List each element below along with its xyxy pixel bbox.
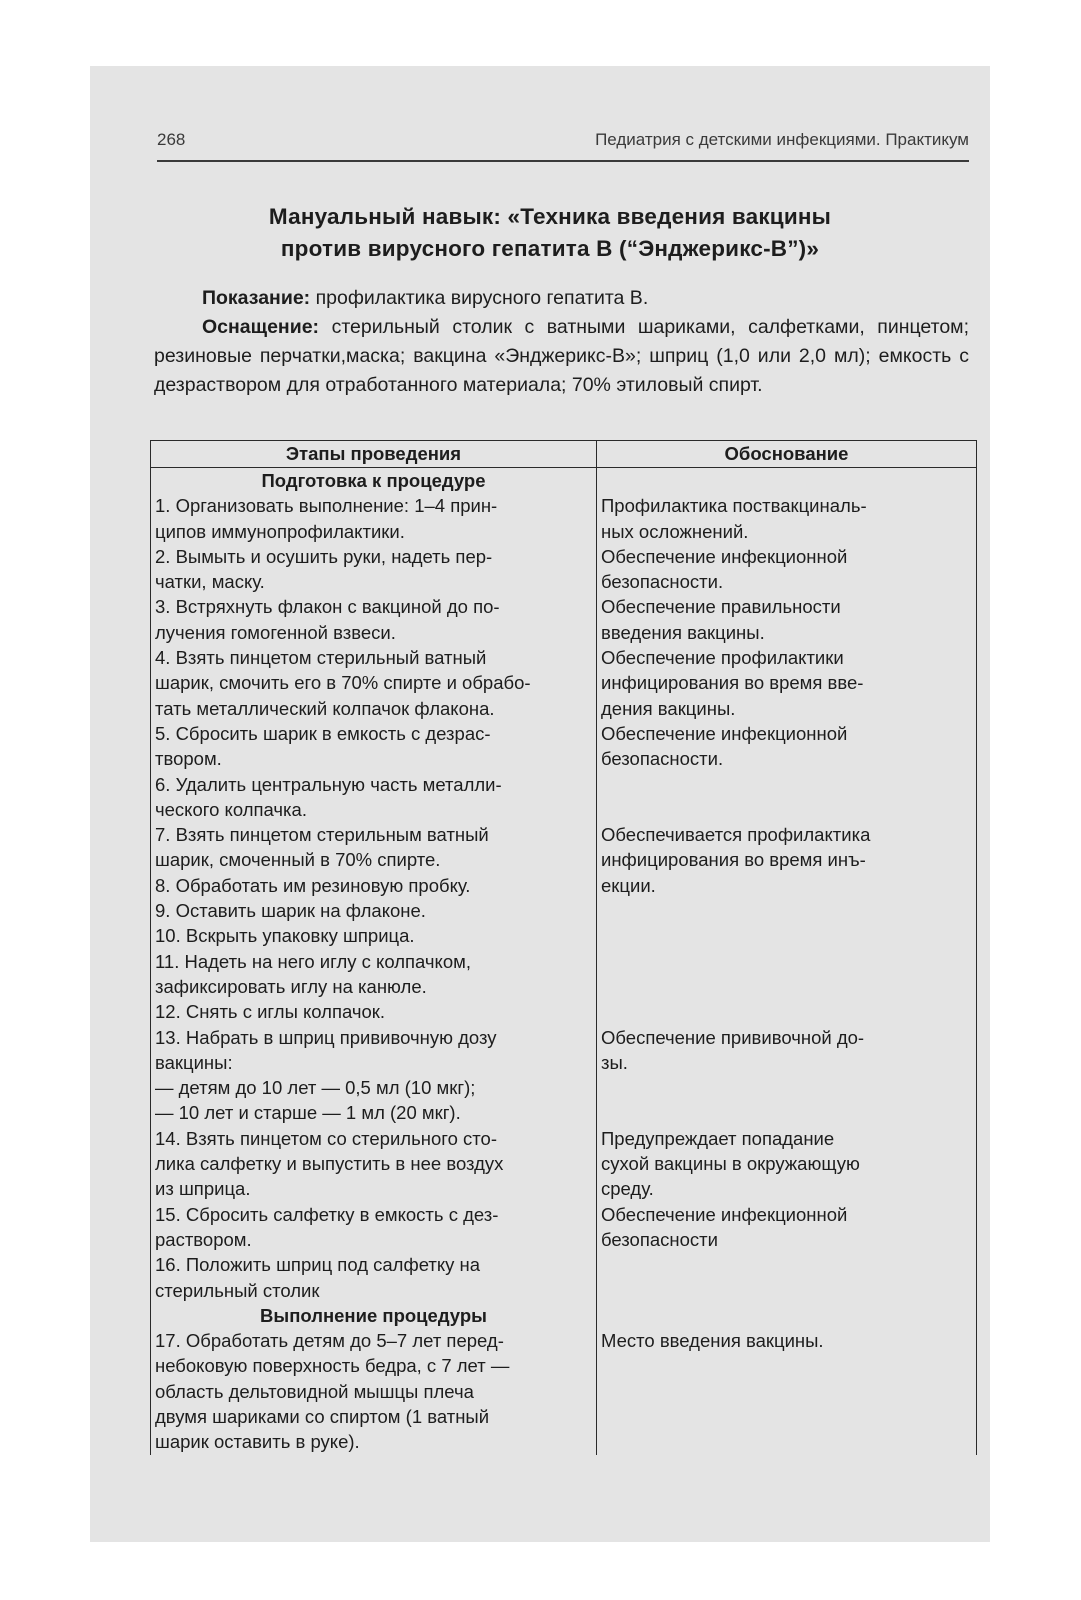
step-cell: [151, 1252, 597, 1303]
reason-line: инфицирования во время инъ-: [601, 849, 866, 871]
section-title-spacer: [597, 468, 977, 494]
step-cell: [151, 1328, 597, 1454]
step-line: вакцины:: [155, 1051, 233, 1073]
reason-line: Обеспечение инфекционной: [601, 722, 848, 744]
reason-cell: [597, 721, 977, 772]
step-line: ческого колпачка.: [155, 798, 307, 820]
step-line: 2. Вымыть и осушить руки, надеть пер-: [155, 545, 493, 567]
step-line: 15. Сбросить салфетку в емкость с дез-: [155, 1203, 499, 1225]
table-row: [151, 1202, 977, 1253]
reason-line: введения вакцины.: [601, 621, 765, 643]
step-line: 3. Встряхнуть флакон с вакциной до по-: [155, 596, 500, 618]
step-line: двумя шариками со спиртом (1 ватный: [155, 1405, 490, 1427]
reason-line: Профилактика поствакциналь-: [601, 495, 867, 517]
table-row: [151, 493, 977, 544]
table-body: [151, 468, 977, 1455]
reason-line: Обеспечение профилактики: [601, 647, 844, 669]
reason-line: безопасности.: [601, 571, 724, 593]
reason-line: безопасности: [601, 1228, 718, 1250]
step-line: стерильный столик: [155, 1279, 320, 1301]
step-line: 4. Взять пинцетом стерильный ватный: [155, 647, 487, 669]
step-line: 10. Вскрыть упаковку шприца.: [155, 925, 415, 947]
reason-line: Обеспечение прививочной до-: [601, 1026, 865, 1048]
table-row: [151, 772, 977, 823]
reason-cell: [597, 493, 977, 544]
step-cell: [151, 772, 597, 823]
table-row: [151, 645, 977, 721]
step-line: шарик, смоченный в 70% спирте.: [155, 849, 441, 871]
reason-line: Обеспечение правильности: [601, 596, 841, 618]
step-line: 6. Удалить центральную часть металли-: [155, 773, 502, 795]
reason-cell: [597, 772, 977, 823]
table-row: [151, 1328, 977, 1454]
step-line: твором.: [155, 748, 222, 770]
step-line: область дельтовидной мышцы плеча: [155, 1380, 474, 1402]
running-header: [157, 130, 969, 162]
reason-cell: [597, 594, 977, 645]
step-line: — 10 лет и старше — 1 мл (20 мкг).: [155, 1102, 461, 1124]
section-title: Подготовка к процедуре: [151, 468, 597, 494]
step-line: 5. Сбросить шарик в емкость с дезрас-: [155, 722, 491, 744]
indication-text: профилактика вирусного гепатита В.: [315, 287, 649, 309]
reason-cell: [597, 822, 977, 1024]
section-row: [151, 468, 977, 494]
table-row: [151, 822, 977, 1024]
reason-line: инфицирования во время вве-: [601, 672, 864, 694]
step-cell: [151, 493, 597, 544]
reason-line: [601, 772, 972, 797]
procedure-table: [150, 440, 977, 1455]
reason-line: ных осложнений.: [601, 520, 749, 542]
step-line: небоковую поверхность бедра, с 7 лет —: [155, 1355, 510, 1377]
reason-line: Предупреждает попадание: [601, 1127, 835, 1149]
reason-cell: [597, 645, 977, 721]
reason-cell: [597, 544, 977, 595]
reason-cell: [597, 1202, 977, 1253]
step-line: 16. Положить шприц под салфетку на: [155, 1254, 481, 1276]
step-cell: [151, 822, 597, 1024]
table-row: [151, 1252, 977, 1303]
reason-line: [601, 797, 972, 822]
indication-label: Показание:: [202, 287, 311, 309]
table-row: [151, 1025, 977, 1126]
reason-line: зы.: [601, 1051, 628, 1073]
step-line: 12. Снять с иглы колпачок.: [155, 1001, 386, 1023]
step-cell: [151, 645, 597, 721]
heading-line-1: Мануальный навык: «Техника введения вакцины: [268, 204, 832, 229]
step-line: шарик, смочить его в 70% спирте и обрабо-: [155, 672, 531, 694]
step-line: ципов иммунопрофилактики.: [155, 520, 405, 542]
step-cell: [151, 1126, 597, 1202]
table-row: [151, 721, 977, 772]
reason-line: дения вакцины.: [601, 697, 736, 719]
section-title: Выполнение процедуры: [151, 1303, 597, 1328]
reason-line: Обеспечение инфекционной: [601, 1203, 848, 1225]
step-line: лучения гомогенной взвеси.: [155, 621, 396, 643]
step-line: шарик оставить в руке).: [155, 1431, 360, 1453]
reason-cell: [597, 1126, 977, 1202]
step-cell: [151, 1025, 597, 1126]
step-cell: [151, 594, 597, 645]
step-line: лика салфетку и выпустить в нее воздух: [155, 1153, 504, 1175]
reason-line: Обеспечивается профилактика: [601, 824, 871, 846]
page-number: 268: [157, 130, 186, 149]
step-line: 8. Обработать им резиновую пробку.: [155, 874, 471, 896]
step-line: 9. Оставить шарик на флаконе.: [155, 900, 426, 922]
reason-line: Обеспечение инфекционной: [601, 545, 848, 567]
book-page: [90, 66, 990, 1542]
column-header-steps: Этапы проведения: [151, 441, 597, 468]
reason-line: среду.: [601, 1178, 654, 1200]
equipment-label: Оснащение:: [202, 316, 320, 338]
step-line: тать металлический колпачок флакона.: [155, 697, 495, 719]
column-header-reason: Обоснование: [597, 441, 977, 468]
step-line: — детям до 10 лет — 0,5 мл (10 мкг);: [155, 1077, 476, 1099]
section-row: [151, 1303, 977, 1328]
reason-line: екции.: [601, 874, 656, 896]
indication-paragraph: [154, 284, 969, 313]
section-heading: [170, 201, 930, 265]
step-line: 7. Взять пинцетом стерильным ватный: [155, 824, 489, 846]
table-row: [151, 1126, 977, 1202]
equipment-paragraph: [154, 313, 969, 400]
table-header-row: [151, 441, 977, 468]
step-line: 13. Набрать в шприц прививочную дозу: [155, 1026, 497, 1048]
equipment-text: стерильный столик с ватными шариками, салфетками, пинцетом; резиновые перчатки,маска; вакцина «Энджерикс-В»; шприц (1,0 или 2,0 мл); емкость с дезраствором для отработанного материала; 70% этиловый спирт.: [154, 316, 970, 396]
step-line: 17. Обработать детям до 5–7 лет перед-: [155, 1330, 504, 1352]
step-line: из шприца.: [155, 1178, 251, 1200]
step-cell: [151, 1202, 597, 1253]
step-cell: [151, 721, 597, 772]
reason-line: Место введения вакцины.: [601, 1330, 824, 1352]
heading-line-2: против вирусного гепатита В (“Энджерикс-В”)»: [280, 236, 820, 261]
table-row: [151, 594, 977, 645]
step-line: зафиксировать иглу на канюле.: [155, 975, 427, 997]
table-row: [151, 544, 977, 595]
section-title-spacer: [597, 1303, 977, 1328]
reason-cell: [597, 1025, 977, 1126]
step-line: 14. Взять пинцетом со стерильного сто-: [155, 1127, 497, 1149]
step-cell: [151, 544, 597, 595]
reason-line: безопасности.: [601, 748, 724, 770]
step-line: раствором.: [155, 1228, 252, 1250]
book-title: Педиатрия с детскими инфекциями. Практикум: [595, 130, 969, 149]
step-line: чатки, маску.: [155, 571, 265, 593]
step-line: 11. Надеть на него иглу с колпачком,: [155, 950, 471, 972]
step-line: 1. Организовать выполнение: 1–4 прин-: [155, 495, 498, 517]
reason-cell: [597, 1252, 977, 1303]
reason-cell: [597, 1328, 977, 1454]
reason-line: сухой вакцины в окружающую: [601, 1153, 860, 1175]
